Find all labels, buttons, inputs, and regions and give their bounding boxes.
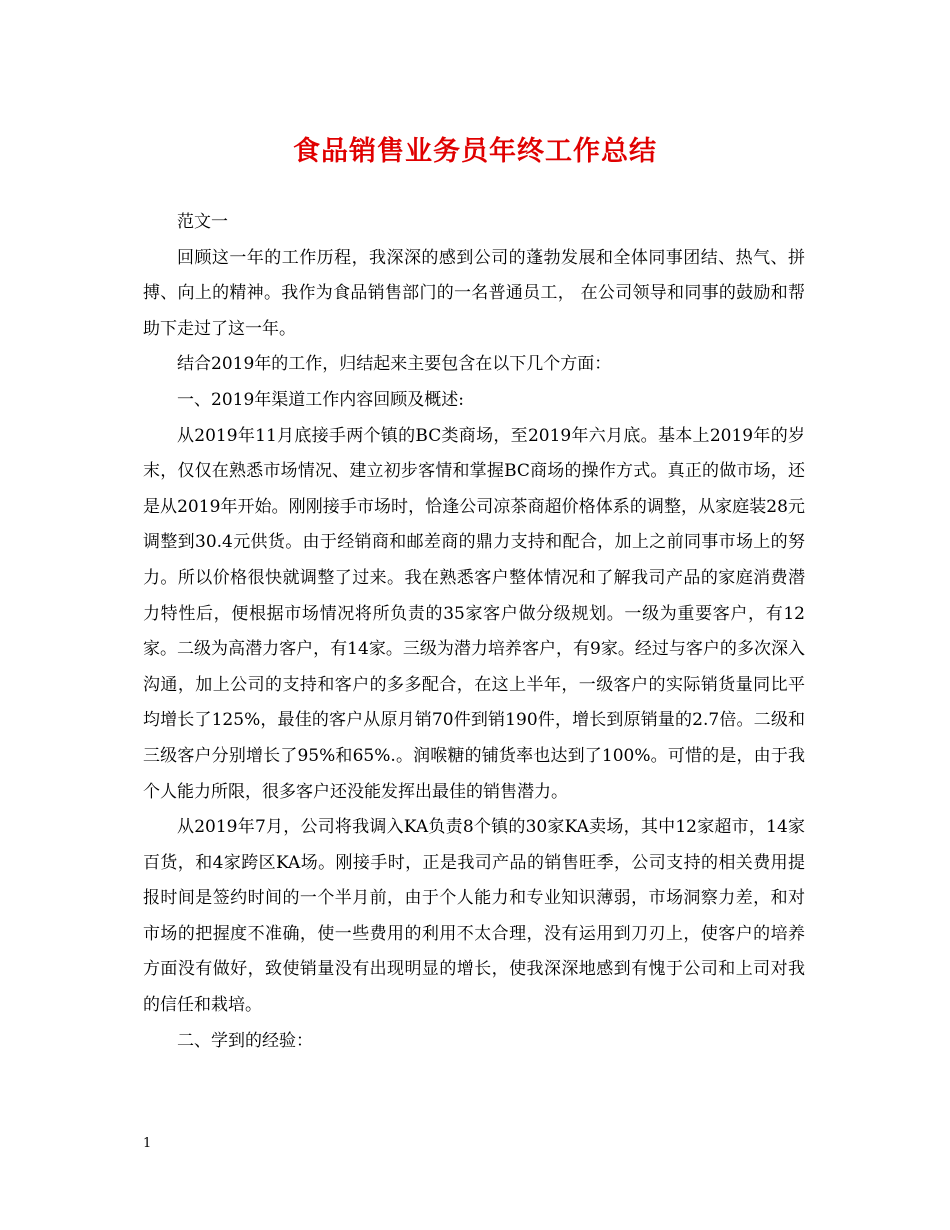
paragraph-review: 回顾这一年的工作历程，我深深的感到公司的蓬勃发展和全体同事团结、热气、拼搏、向上的精神。我作为食品销售部门的一名普通员工， 在公司领导和同事的鼓励和帮助下走过了这一年。 <box>143 247 805 339</box>
paragraph-summary-intro: 结合2019年的工作，归结起来主要包含在以下几个方面： <box>177 354 612 375</box>
paragraph-sample-label: 范文一 <box>177 212 228 232</box>
paragraph-channel-work: 从2019年11月底接手两个镇的BC类商场，至2019年六月底。基本上2019年的岁末，仅仅在熟悉市场情况、建立初步客情和掌握BC商场的操作方式。真正的做市场，还是从2019年开始。刚刚接手市场时，恰逢公司凉茶商超价格体系的调整，从家庭装28元调整到30.4元供货。由于经销商和邮差商的鼎力支持和配合，加上之前同事市场上的努力。所以价格很快就调整了过来。我在熟悉客户整体情况和了解我司产品的家庭消费潜力特性后，便根据市场情况将所负责的35家客户做分级规划。一级为重要客户，有12家。二级为高潜力客户，有14家。三级为潜力培养客户，有9家。经过与客户的多次深入沟通，加上公司的支持和客户的多多配合，在这上半年，一级客户的实际销货量同比平均增长了125%，最佳的客户从原月销70件到销190件，增长到原销量的2.7倍。二级和三级客户分别增长了95%和65%.。润喉糖的铺货率也达到了100%。可惜的是，由于我个人能力所限，很多客户还没能发挥出最佳的销售潜力。 <box>143 425 805 802</box>
section-heading-2: 二、学到的经验： <box>177 1030 313 1051</box>
document-title: 食品销售业务员年终工作总结 <box>293 136 657 167</box>
document-body <box>143 205 805 1059</box>
page-number: 1 <box>143 1136 152 1151</box>
section-heading-1: 一、2019年渠道工作内容回顾及概述: <box>177 389 464 410</box>
paragraph-ka-work: 从2019年7月，公司将我调入KA负责8个镇的30家KA卖场，其中12家超市，14家百货，和4家跨区KA场。刚接手时，正是我司产品的销售旺季，公司支持的相关费用提报时间是签约时间的一个半月前，由于个人能力和专业知识薄弱，市场洞察力差，和对市场的把握度不准确，使一些费用的利用不太合理，没有运用到刀刃上，使客户的培养方面没有做好，致使销量没有出现明显的增长，使我深深地感到有愧于公司和上司对我的信任和栽培。 <box>143 817 805 1016</box>
